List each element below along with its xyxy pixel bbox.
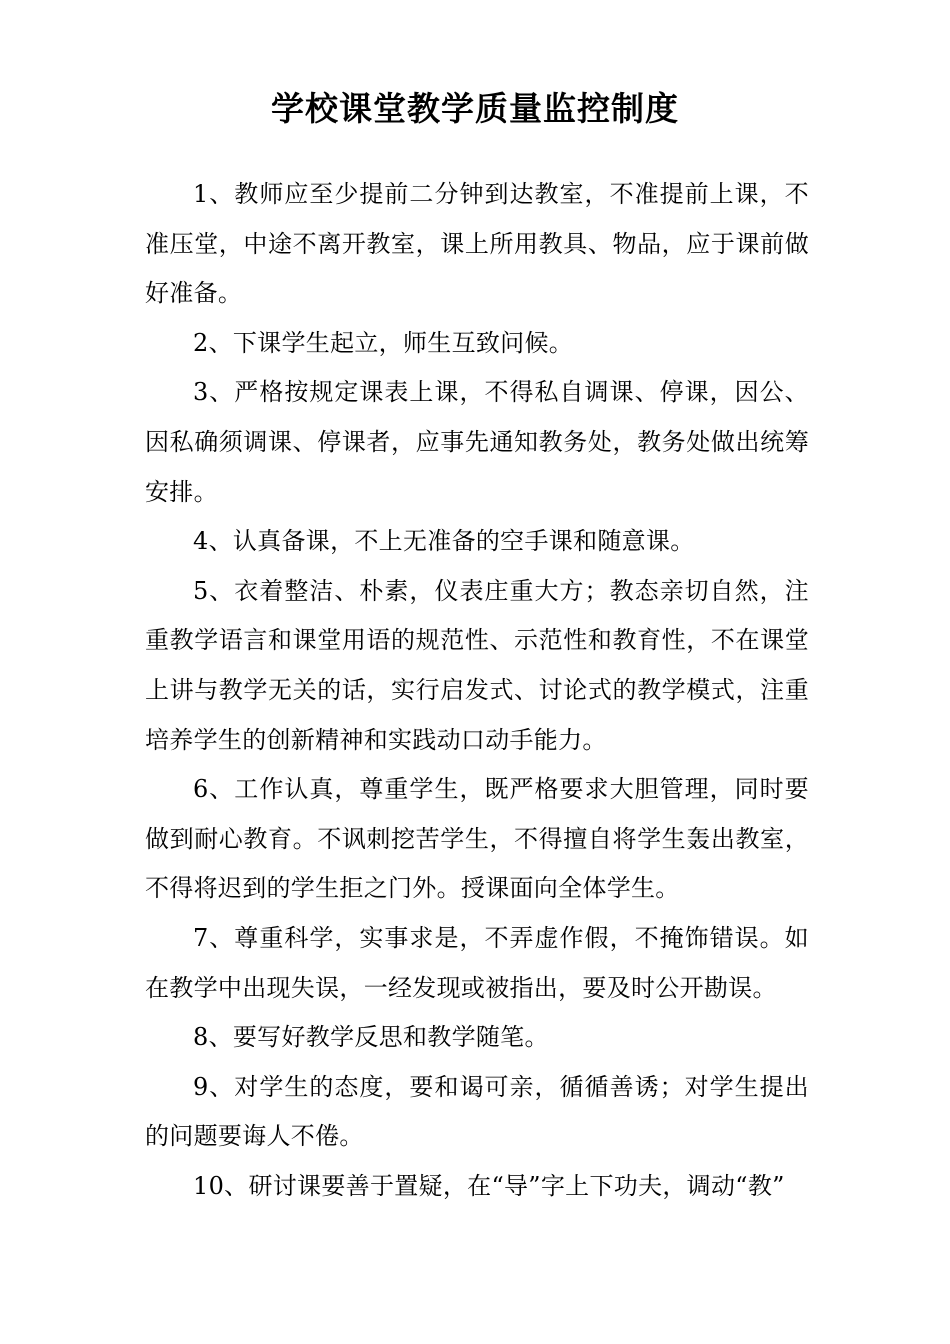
paragraph-10: 10、研讨课要善于置疑，在“导”字上下功夫，调动“教”: [193, 1171, 785, 1200]
paragraph-9: 9、对学生的态度，要和谒可亲，循循善诱；对学生提出的问题要诲人不倦。: [145, 1072, 809, 1151]
paragraph-8: 8、要写好教学反思和教学随笔。: [193, 1023, 549, 1052]
paragraph-1: 1、教师应至少提前二分钟到达教室，不准提前上课，不准压堂，中途不离开教室，课上所用教具、物品，应于课前做好准备。: [145, 180, 809, 308]
paragraph-7: 7、尊重科学，实事求是，不弄虚作假，不掩饰错误。如在教学中出现失误，一经发现或被指出，要及时公开勘误。: [145, 923, 809, 1002]
paragraph-2: 2、下课学生起立，师生互致问候。: [193, 328, 574, 357]
document-body: [145, 170, 809, 1211]
paragraph-3: 3、严格按规定课表上课，不得私自调课、停课，因公、因私确须调课、停课者，应事先通知教务处，教务处做出统筹安排。: [145, 378, 809, 506]
document-title: 学校课堂教学质量监控制度: [271, 89, 679, 128]
paragraph-5: 5、衣着整洁、朴素，仪表庄重大方；教态亲切自然，注重教学语言和课堂用语的规范性、示范性和教育性，不在课堂上讲与教学无关的话，实行启发式、讨论式的教学模式，注重培养学生的创新精神和实践动口动手能力。: [145, 576, 809, 754]
paragraph-4: 4、认真备课，不上无准备的空手课和随意课。: [193, 527, 695, 556]
paragraph-6: 6、工作认真，尊重学生，既严格要求大胆管理，同时要做到耐心教育。不讽刺挖苦学生，不得擅自将学生轰出教室，不得将迟到的学生拒之门外。授课面向全体学生。: [145, 775, 809, 903]
